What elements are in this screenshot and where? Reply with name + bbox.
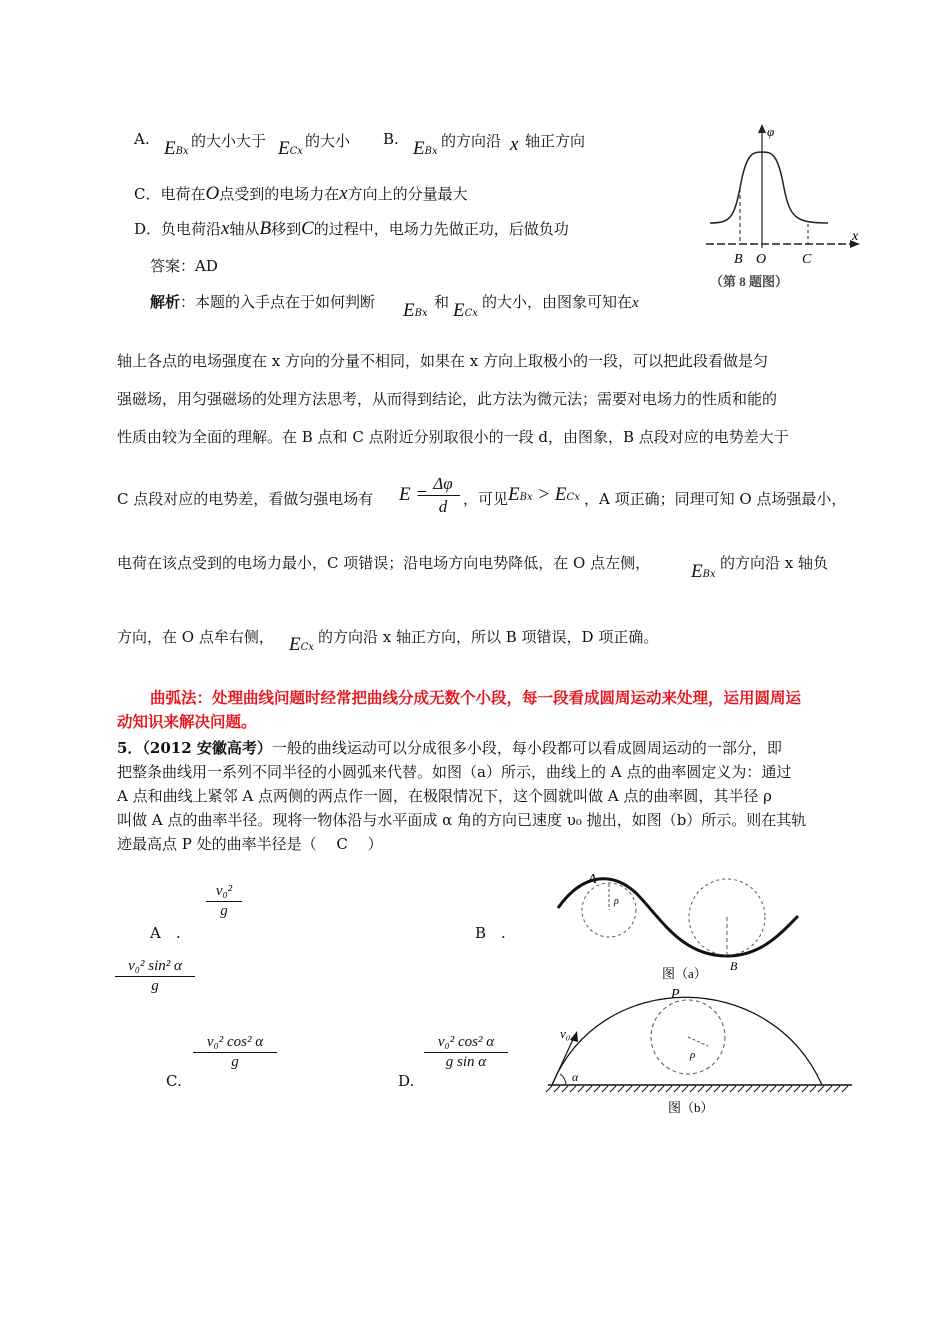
q4-analysis-e-cx: ECx — [453, 300, 478, 321]
q4-analysis-line5a: C 点段对应的电势差，看做匀强电场有 — [117, 490, 374, 508]
figure-b-caption: 图（b） — [668, 1100, 714, 1115]
q4-analysis-line7b: 的方向沿 x 轴正方向，所以 B 项错误，D 项正确。 — [318, 628, 659, 646]
label-v0: v₀ — [560, 1026, 571, 1041]
trajectory-arc — [552, 997, 822, 1085]
q5-line5: 迹最高点 P 处的曲率半径是（ C ） — [117, 835, 383, 853]
velocity-arrow — [570, 1031, 578, 1042]
label-p: P — [671, 987, 680, 1002]
q4-analysis-e-bx: EBx — [403, 300, 428, 321]
q4-option-b-e-bx: EBx — [413, 138, 438, 159]
q5-option-d-fraction: $\frac{\text{v₀² cos² α}}{\text{g sin α}}$ — [424, 1034, 508, 1071]
potential-curve — [710, 152, 828, 223]
label-rho-p: ρ — [690, 1049, 696, 1061]
q5-line2: 把整条曲线用一系列不同半径的小圆弧来代替。如图（a）所示，曲线上的 A 点的曲率圆定义为：通过 — [117, 763, 792, 781]
q4-option-c: C．电荷在O点受到的电场力在x方向上的分量最大 — [134, 183, 468, 204]
q5-option-b-label: B . — [475, 924, 506, 942]
q4-option-a-e-cx: ECx — [278, 138, 303, 159]
alpha-arc — [560, 1074, 566, 1085]
q4-analysis-line4: 性质由较为全面的理解。在 B 点和 C 点附近分别取很小的一段 d，由图象，B 点段对应的电势差大于 — [117, 428, 789, 446]
q4-analysis-line6b: 的方向沿 x 轴负 — [720, 554, 828, 572]
label-b-point: B — [730, 959, 738, 973]
q5-option-a-fraction: $\frac{\text{v₀²}}{g}$ — [206, 883, 242, 920]
q4-analysis-line1-end: 的大小，由图象可知在x — [482, 293, 639, 311]
q4-answer: 答案：AD — [150, 257, 218, 275]
q5-option-c-fraction: $\frac{\text{v₀² cos² α}}{g}$ — [193, 1034, 277, 1071]
q5-option-c-label: C. — [166, 1072, 182, 1090]
label-a-point: A — [588, 872, 597, 887]
label-c: C — [802, 252, 812, 267]
q5-option-b-fraction: $\frac{\text{v₀² sin² α}}{g}$ — [115, 958, 195, 995]
sine-curve — [558, 879, 798, 956]
q4-option-b-text1: 的方向沿 — [441, 132, 502, 150]
q4-analysis-line5c: ，A 项正确；同理可知 O 点场强最小， — [584, 490, 847, 508]
q4-formula-inequality: EBx > ECx — [508, 484, 580, 505]
q4-analysis-line2: 轴上各点的电场强度在 x 方向的分量不相同，如果在 x 方向上取极小的一段，可以把此段看做是匀 — [117, 352, 768, 370]
q4-analysis-line5b: ，可见 — [463, 490, 509, 508]
q4-option-a-text1: 的大小大于 — [191, 132, 267, 150]
phi-axis-label: φ — [767, 124, 775, 139]
q4-option-b-x: x — [510, 134, 519, 155]
q5-line4: 叫做 A 点的曲率半径。现将一物体沿与水平面成 α 角的方向已速度 υ₀ 抛出，如图（b）所示。则在其轨 — [117, 811, 807, 829]
q5-line1: 5．（2012 安徽高考）一般的曲线运动可以分成很多小段，每小段都可以看成圆周运动的一部分，即 — [117, 739, 782, 757]
radius-p — [688, 1037, 708, 1046]
q4-option-a-e-bx: EBx — [164, 138, 189, 159]
x-axis-label: x — [852, 229, 859, 244]
label-rho-a: ρ — [614, 896, 619, 907]
potential-graph-figure — [700, 118, 870, 296]
q4-option-d: D．负电荷沿x轴从B移到C的过程中，电场力先做正功，后做负功 — [134, 218, 569, 239]
label-alpha: α — [572, 1070, 579, 1084]
figure-b-projectile — [530, 986, 855, 1120]
q5-line3: A 点和曲线上紧邻 A 点两侧的两点作一圆，在极限情况下，这个圆就叫做 A 点的曲率圆，其半径 ρ — [117, 787, 772, 805]
q4-analysis-line1: 解析：本题的入手点在于如何判断 — [150, 293, 376, 311]
q4-analysis-line6a: 电荷在该点受到的电场力最小，C 项错误；沿电场方向电势降低，在 O 点左侧， — [117, 554, 651, 572]
q4-analysis-line3: 强磁场，用匀强磁场的处理方法思考，从而得到结论，此方法为微元法；需要对电场力的性质和能的 — [117, 390, 778, 408]
figure-a-caption: 图（a） — [662, 966, 707, 980]
figure-a-curvature — [552, 866, 802, 980]
figure-caption: （第 8 题图） — [710, 274, 789, 289]
q5-option-d-label: D. — [398, 1072, 415, 1090]
method-line2: 动知识来解决问题。 — [117, 712, 257, 731]
q4-option-b-text2: 轴正方向 — [525, 132, 586, 150]
q4-formula-fraction: $\frac{\Delta\varphi}{d}$ — [426, 474, 460, 517]
q4-option-a-text2: 的大小 — [305, 132, 351, 150]
ground-hatching — [546, 1086, 848, 1092]
q4-analysis-line6-e-bx: EBx — [691, 561, 716, 582]
q4-analysis-line7a: 方向，在 O 点牟右侧， — [117, 628, 274, 646]
q4-option-a: A. — [134, 130, 150, 148]
q4-analysis-and: 和 — [434, 293, 450, 311]
label-o: O — [756, 252, 767, 267]
q4-formula-e: E = — [399, 484, 429, 505]
phi-axis-arrow — [758, 124, 766, 133]
label-b: B — [734, 252, 743, 267]
q4-analysis-line7-e-cx: ECx — [289, 634, 314, 655]
q5-option-a-label: A . — [150, 924, 181, 942]
method-line1: 曲弧法：处理曲线问题时经常把曲线分成无数个小段，每一段看成圆周运动来处理，运用圆周运 — [150, 688, 802, 707]
q4-option-b-label: B. — [383, 130, 399, 148]
